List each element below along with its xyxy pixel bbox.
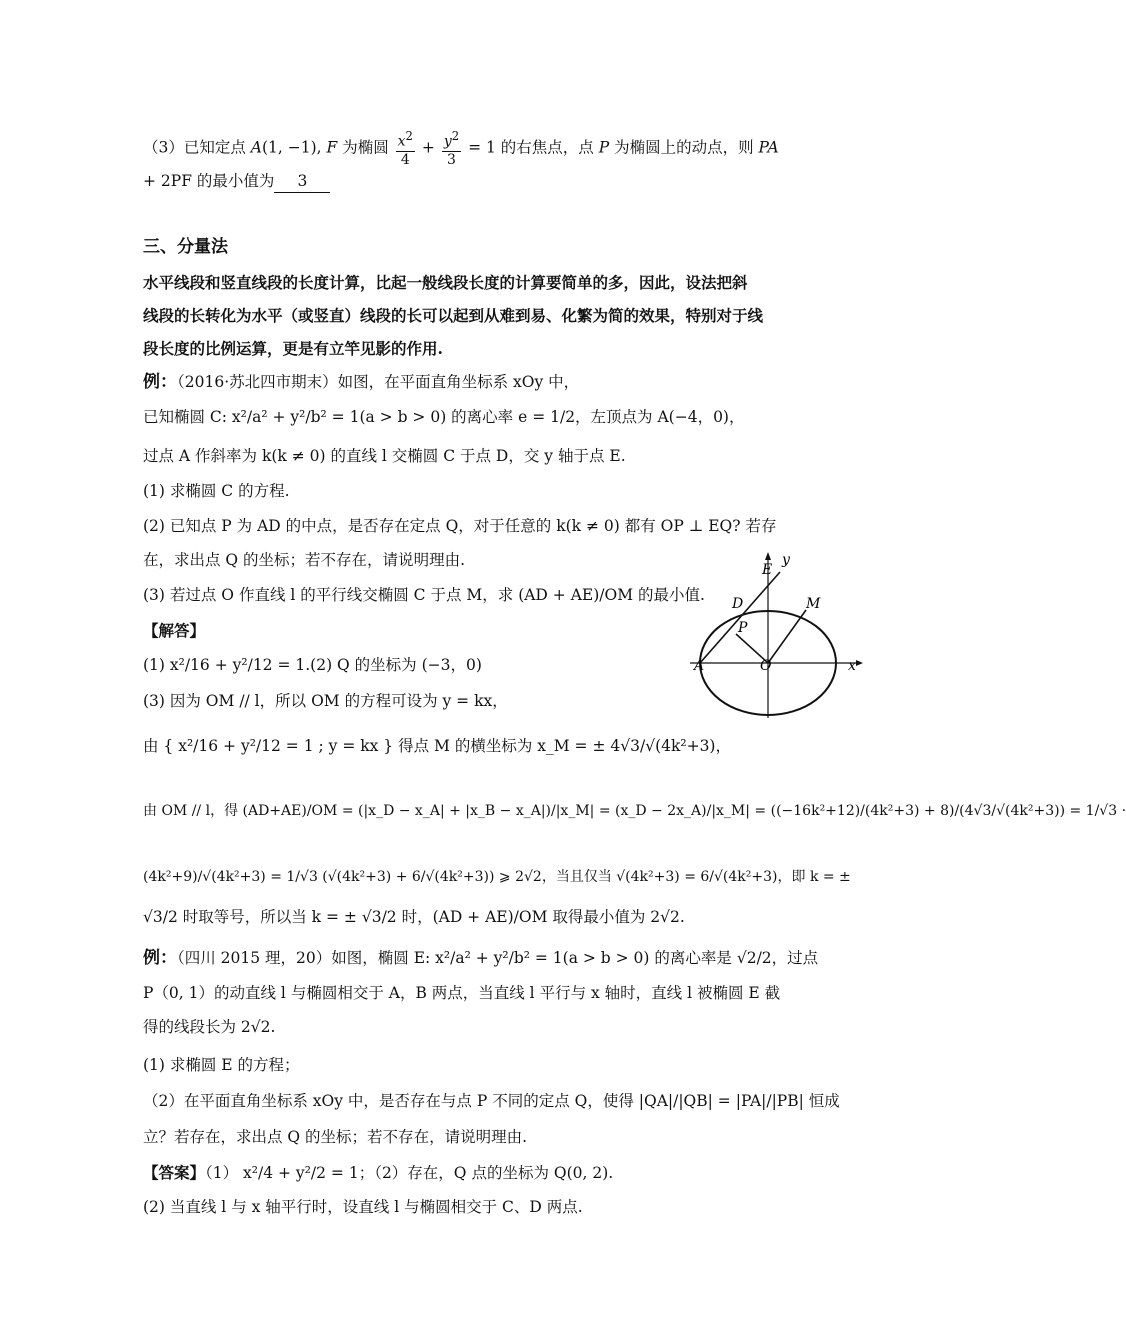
example1-q2b: 在，求出点 Q 的坐标；若不存在，请说明理由. [143,551,465,569]
example1-given: 已知椭圆 C: x²/a² + y²/b² = 1(a > b > 0) 的离心率 e = 1/2，左顶点为 A(−4，0)， [143,408,745,426]
label-E: E [762,562,773,578]
label-x: x [848,658,856,674]
label-D: D [732,596,744,612]
intro-line-2: 线段的长转化为水平（或竖直）线段的长可以起到从难到易、化繁为简的效果，特别对于线 [143,306,764,325]
y-axis-arrow [765,552,771,560]
label-A: A [694,658,705,674]
ellipse-figure [688,548,868,720]
intro-line-1: 水平线段和竖直线段的长度计算，比起一般线段长度的计算要简单的多，因此，设法把斜 [143,273,748,292]
example1-a1: (1) x²/16 + y²/12 = 1.(2) Q 的坐标为 (−3，0) [143,656,482,674]
example1-line: 过点 A 作斜率为 k(k ≠ 0) 的直线 l 交椭圆 C 于点 D，交 y 轴于点 E. [143,447,626,465]
label-M: M [806,596,821,612]
example2-answer-line [143,1162,613,1184]
example1-q2a: (2) 已知点 P 为 AD 的中点，是否存在定点 Q，对于任意的 k(k ≠ 0) 都有 OP ⊥ EQ? 若存 [143,517,777,535]
example1-source: （2016·苏北四市期末）如图，在平面直角坐标系 xOy 中， [177,373,580,391]
example1-ratio: 由 OM // l，得 (AD+AE)/OM = (|x_D − x_A| + |x_B − x_A|)/|x_M| = (x_D − 2x_A)/|x_M| = ((−16k²+12)/(4k²+3) + 8)/(4√3/√(4k²+3)) = 1/√3 · [143,803,1126,819]
example1-label: 例： [143,372,177,392]
example1-final: √3/2 时取等号，所以当 k = ± √3/2 时，(AD + AE)/OM 取得最小值为 2√2. [143,908,685,926]
example1-a3: (3) 因为 OM // l，所以 OM 的方程可设为 y = kx， [143,692,508,710]
q3-line2-text: + 2PF 的最小值为 [143,172,275,190]
intro-line-3: 段长度的比例运算，更是有立竿见影的作用. [143,339,443,358]
label-O: O [760,658,772,674]
example2-answer: （1） x²/4 + y²/2 = 1；（2）存在，Q 点的坐标为 Q(0, 2). [205,1164,614,1182]
q3-line2 [143,170,330,193]
label-y: y [782,552,790,568]
example2-answer-label: 【答案】 [143,1163,206,1182]
example2-last: (2) 当直线 l 与 x 轴平行时，设直线 l 与椭圆相交于 C、D 两点. [143,1198,583,1216]
example2-line1-text: （四川 2015 理，20）如图，椭圆 E: x²/a² + y²/b² = 1(a > b > 0) 的离心率是 √2/2，过点 [177,949,819,967]
example1-q1: (1) 求椭圆 C 的方程. [143,482,290,500]
q3-line1: （3）已知定点 A(1, −1), F 为椭圆 $\frac{x^2}{4}$ + $\frac{y^2}{3}$ = 1 的右焦点，点 P 为椭圆上的动点，则 PA [143,129,779,168]
example1-source-line [143,371,579,393]
section-title: 三、分量法 [143,237,228,257]
example2-line2: P（0, 1）的动直线 l 与椭圆相交于 A，B 两点，当直线 l 平行与 x 轴时，直线 l 被椭圆 E 截 [143,984,781,1002]
label-P: P [738,620,748,636]
example1-answer-label: 【解答】 [143,621,206,640]
x-axis-arrow [856,660,863,666]
example2-line1 [143,947,818,969]
example2-q2a: （2）在平面直角坐标系 xOy 中，是否存在与点 P 不同的定点 Q，使得 |QA|/|QB| = |PA|/|PB| 恒成 [143,1092,840,1110]
example2-line3: 得的线段长为 2√2. [143,1018,276,1036]
segment-om [768,610,806,663]
example2-q1: (1) 求椭圆 E 的方程； [143,1056,300,1074]
example2-q2b: 立？若存在，求出点 Q 的坐标；若不存在，请说明理由. [143,1128,527,1146]
example1-q3: (3) 若过点 O 作直线 l 的平行线交椭圆 C 于点 M，求 (AD + AE)/OM 的最小值. [143,586,705,604]
example1-system: 由 { x²/16 + y²/12 = 1 ; y = kx } 得点 M 的横坐标为 x_M = ± 4√3/√(4k²+3)， [143,737,731,755]
q3-answer: 3 [274,170,330,193]
example2-label: 例： [143,948,177,968]
example1-inequality: (4k²+9)/√(4k²+3) = 1/√3 (√(4k²+3) + 6/√(4k²+3)) ⩾ 2√2，当且仅当 √(4k²+3) = 6/√(4k²+3)，即 k = ± [143,869,851,885]
